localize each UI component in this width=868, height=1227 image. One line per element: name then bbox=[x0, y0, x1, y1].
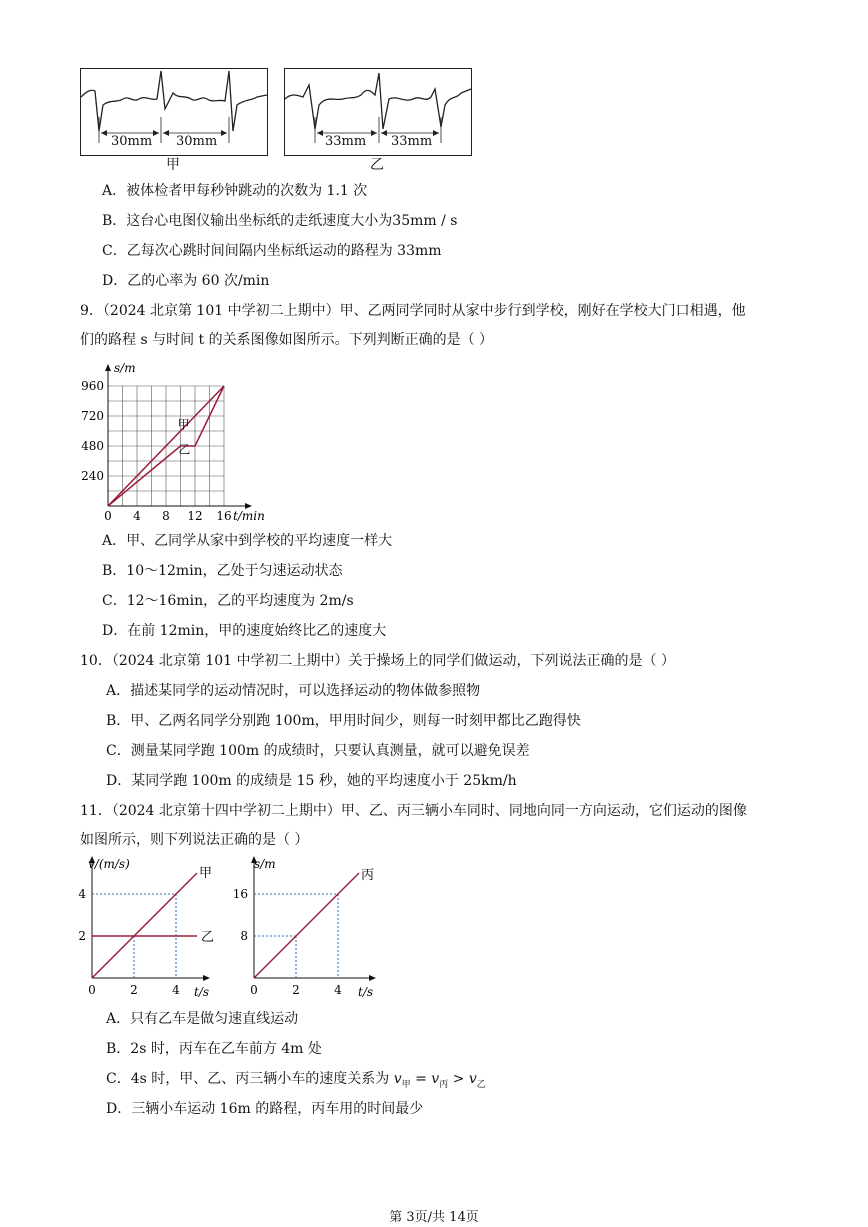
x-axis-arrow bbox=[369, 975, 376, 981]
ecg-yi-caption: 乙 bbox=[370, 157, 384, 173]
ecg-yi-dim2: 33mm bbox=[391, 134, 433, 149]
ecg-jia-dim1: 30mm bbox=[111, 134, 153, 149]
series-label-yi: 乙 bbox=[178, 442, 191, 457]
x-tick-label: 2 bbox=[130, 983, 138, 997]
q8-option-b: B．这台心电图仪输出坐标纸的走纸速度大小为35mm / s bbox=[102, 213, 458, 229]
q11-st-chart bbox=[228, 852, 388, 1002]
x-tick-label: 0 bbox=[250, 983, 258, 997]
x-axis-label: t/s bbox=[358, 985, 374, 999]
ecg-panel-yi bbox=[284, 68, 472, 156]
x-tick-label: 4 bbox=[133, 509, 141, 523]
q10-option-b: B．甲、乙两名同学分别跑 100m，甲用时间少，则每一时刻甲都比乙跑得快 bbox=[106, 713, 581, 729]
q8-option-c: C．乙每次心跳时间间隔内坐标纸运动的路程为 33mm bbox=[102, 243, 442, 259]
y-tick-label: 16 bbox=[232, 887, 248, 901]
x-tick-label: 2 bbox=[292, 983, 300, 997]
q11-option-d: D．三辆小车运动 16m 的路程，丙车用的时间最少 bbox=[106, 1101, 424, 1117]
q11-option-a: A．只有乙车是做匀速直线运动 bbox=[106, 1011, 299, 1027]
q11-option-c-prefix: C．4s 时，甲、乙、丙三辆小车的速度关系为 bbox=[106, 1071, 394, 1087]
x-axis-label: t/s bbox=[194, 985, 210, 999]
q9-option-a: A．甲、乙同学从家中到学校的平均速度一样大 bbox=[102, 533, 393, 549]
y-tick-label: 480 bbox=[81, 439, 104, 453]
math-sub-jia: 甲 bbox=[401, 1079, 411, 1090]
x-tick-label: 4 bbox=[334, 983, 342, 997]
math-v1: v bbox=[393, 1071, 402, 1087]
q11-vt-chart bbox=[70, 852, 220, 1002]
x-tick-label: 12 bbox=[187, 509, 203, 523]
q10-option-a: A．描述某同学的运动情况时，可以选择运动的物体做参照物 bbox=[106, 683, 481, 699]
y-tick-label: 960 bbox=[81, 379, 104, 393]
q11-option-b: B．2s 时，丙车在乙车前方 4m 处 bbox=[106, 1041, 322, 1057]
y-tick-label: 720 bbox=[81, 409, 104, 423]
q11-option-c bbox=[106, 1070, 486, 1094]
x-tick-label: 4 bbox=[172, 983, 180, 997]
ecg-yi-dim1: 33mm bbox=[325, 134, 367, 149]
series-label-jia: 甲 bbox=[199, 866, 213, 881]
q9-st-chart bbox=[78, 356, 278, 526]
series-line bbox=[92, 873, 197, 978]
series-line bbox=[254, 873, 359, 978]
x-tick-label: 8 bbox=[162, 509, 170, 523]
q10-option-c: C．测量某同学跑 100m 的成绩时，只要认真测量，就可以避免误差 bbox=[106, 743, 530, 759]
q9-option-c: C．12～16min，乙的平均速度为 2m/s bbox=[102, 593, 354, 609]
y-tick-label: 240 bbox=[81, 469, 104, 483]
ecg-jia-caption: 甲 bbox=[166, 157, 180, 173]
q8-option-a: A．被体检者甲每秒钟跳动的次数为 1.1 次 bbox=[102, 183, 368, 199]
math-v3: v bbox=[468, 1071, 477, 1087]
ecg-panel-jia bbox=[80, 68, 268, 156]
x-tick-label: 16 bbox=[216, 509, 232, 523]
y-tick-label: 4 bbox=[78, 887, 86, 901]
q8-option-d: D．乙的心率为 60 次/min bbox=[102, 273, 270, 289]
page-footer: 第 3页/共 14页 bbox=[389, 1210, 479, 1225]
q9-option-b: B．10～12min，乙处于匀速运动状态 bbox=[102, 563, 343, 579]
math-eq: = bbox=[410, 1071, 432, 1087]
q10-stem: 10．（2024 北京第 101 中学初二上期中）关于操场上的同学们做运动，下列说法正确的是（ ） bbox=[80, 653, 675, 669]
math-sub-bing: 丙 bbox=[439, 1079, 449, 1090]
math-sub-yi: 乙 bbox=[476, 1079, 486, 1090]
math-v2: v bbox=[431, 1071, 440, 1087]
ecg-trace-yi bbox=[285, 69, 471, 155]
x-tick-label: 0 bbox=[104, 509, 112, 523]
y-axis-label: s/m bbox=[254, 857, 276, 871]
q9-stem-line2: 们的路程 s 与时间 t 的关系图像如图所示。下列判断正确的是（ ） bbox=[80, 332, 494, 348]
y-tick-label: 2 bbox=[78, 929, 86, 943]
y-tick-label: 8 bbox=[240, 929, 248, 943]
q10-option-d: D．某同学跑 100m 的成绩是 15 秒，她的平均速度小于 25km/h bbox=[106, 773, 517, 789]
q11-stem-line2: 如图所示，则下列说法正确的是（ ） bbox=[80, 832, 309, 848]
q9-stem-line1: 9．（2024 北京第 101 中学初二上期中）甲、乙两同学同时从家中步行到学校，刚好在学校大门口相遇，他 bbox=[80, 303, 746, 319]
series-label-yi: 乙 bbox=[201, 930, 215, 945]
series-label-bing: 丙 bbox=[361, 868, 375, 883]
math-gt: > bbox=[448, 1071, 469, 1087]
q11-stem-line1: 11．（2024 北京第十四中学初二上期中）甲、乙、丙三辆小车同时、同地向同一方向运动，它们运动的图像 bbox=[80, 803, 747, 819]
y-axis-label: s/m bbox=[114, 361, 136, 375]
x-tick-label: 0 bbox=[88, 983, 96, 997]
y-axis-label: v/(m/s) bbox=[88, 857, 130, 871]
q9-option-d: D．在前 12min，甲的速度始终比乙的速度大 bbox=[102, 623, 387, 639]
y-axis-arrow bbox=[105, 364, 111, 371]
x-axis-arrow bbox=[203, 975, 210, 981]
series-label-jia: 甲 bbox=[177, 417, 190, 432]
x-axis-label: t/min bbox=[233, 509, 265, 523]
ecg-jia-dim2: 30mm bbox=[176, 134, 218, 149]
ecg-trace-jia bbox=[81, 69, 267, 155]
